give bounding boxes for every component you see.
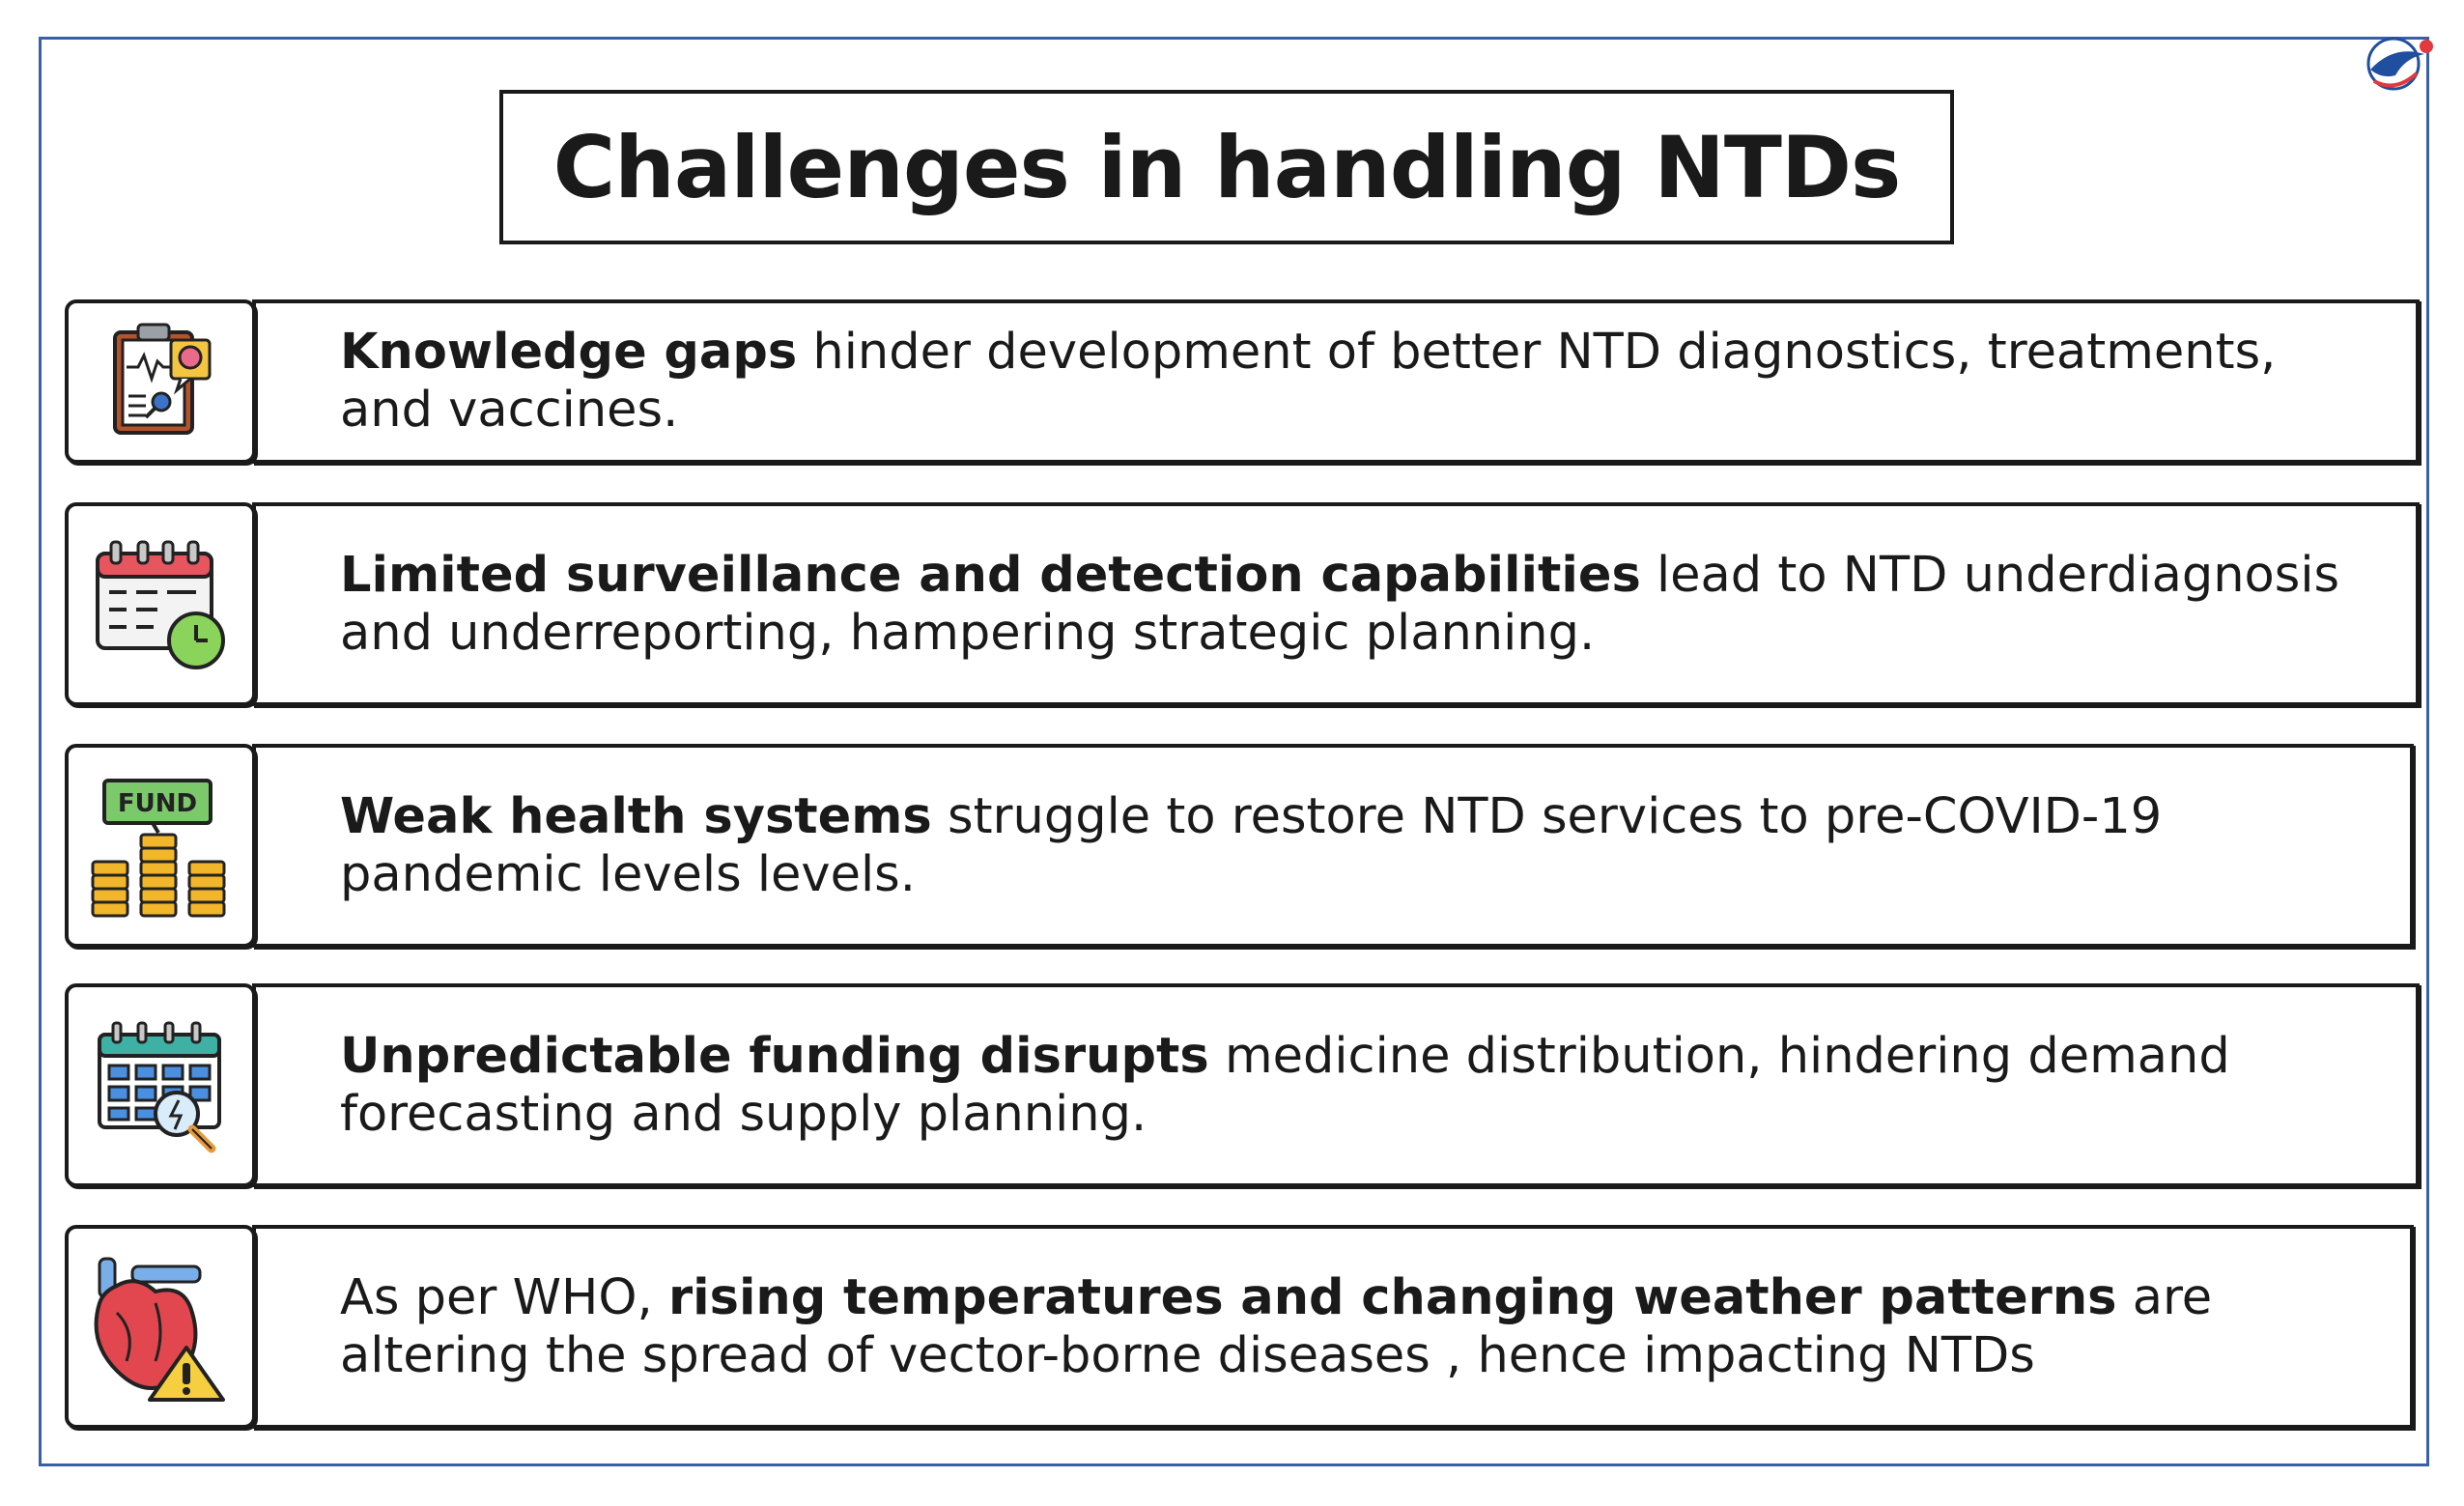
challenge-text	[340, 788, 2371, 904]
bold-text: Knowledge gaps	[340, 324, 798, 381]
clipboard-report-icon	[98, 319, 223, 444]
icon-box	[65, 502, 256, 706]
challenge-text	[340, 547, 2377, 663]
text-box	[252, 983, 2420, 1187]
fund-coins-icon	[83, 769, 238, 923]
body-text: struggle to restore NTD services to pre-COVID-19 pandemic levels levels.	[340, 787, 2163, 903]
calendar-search-icon	[88, 1013, 233, 1158]
challenge-text	[340, 1269, 2371, 1385]
challenge-text	[340, 1028, 2377, 1144]
text-box	[252, 299, 2420, 464]
page-title: Challenges in handling NTDs	[552, 117, 1901, 217]
lead-text: As per WHO,	[340, 1268, 668, 1326]
challenge-row-climate	[65, 1225, 2414, 1429]
bold-text: rising temperatures and changing weather patterns	[667, 1268, 2117, 1326]
text-box	[252, 744, 2414, 948]
icon-box	[65, 744, 256, 948]
calendar-clock-icon	[88, 532, 233, 677]
heart-warning-icon	[78, 1245, 242, 1409]
bold-text: Unpredictable funding disrupts	[340, 1027, 1209, 1085]
challenge-row-knowledge-gaps	[65, 299, 2420, 464]
fund-label: FUND	[117, 788, 198, 818]
challenge-row-weak-health-systems	[65, 744, 2414, 948]
bold-text: Weak health systems	[340, 787, 932, 845]
text-box	[252, 1225, 2414, 1429]
brand-logo-icon	[2357, 25, 2444, 102]
icon-box	[65, 299, 256, 464]
body-text: are altering the spread of vector-borne diseases , hence impacting NTDs	[340, 1268, 2213, 1384]
body-text: medicine distribution, hindering demand forecasting and supply planning.	[340, 1027, 2230, 1143]
bold-text: Limited surveillance and detection capabilities	[340, 546, 1641, 604]
body-text: hinder development of better NTD diagnostics, treatments, and vaccines.	[340, 324, 2277, 439]
title-box	[499, 90, 1954, 244]
challenge-text	[340, 324, 2377, 440]
icon-box	[65, 983, 256, 1187]
challenge-row-unpredictable-funding	[65, 983, 2420, 1187]
icon-box	[65, 1225, 256, 1429]
body-text: lead to NTD underdiagnosis and underreporting, hampering strategic planning.	[340, 546, 2340, 662]
challenge-row-surveillance	[65, 502, 2420, 706]
text-box	[252, 502, 2420, 706]
